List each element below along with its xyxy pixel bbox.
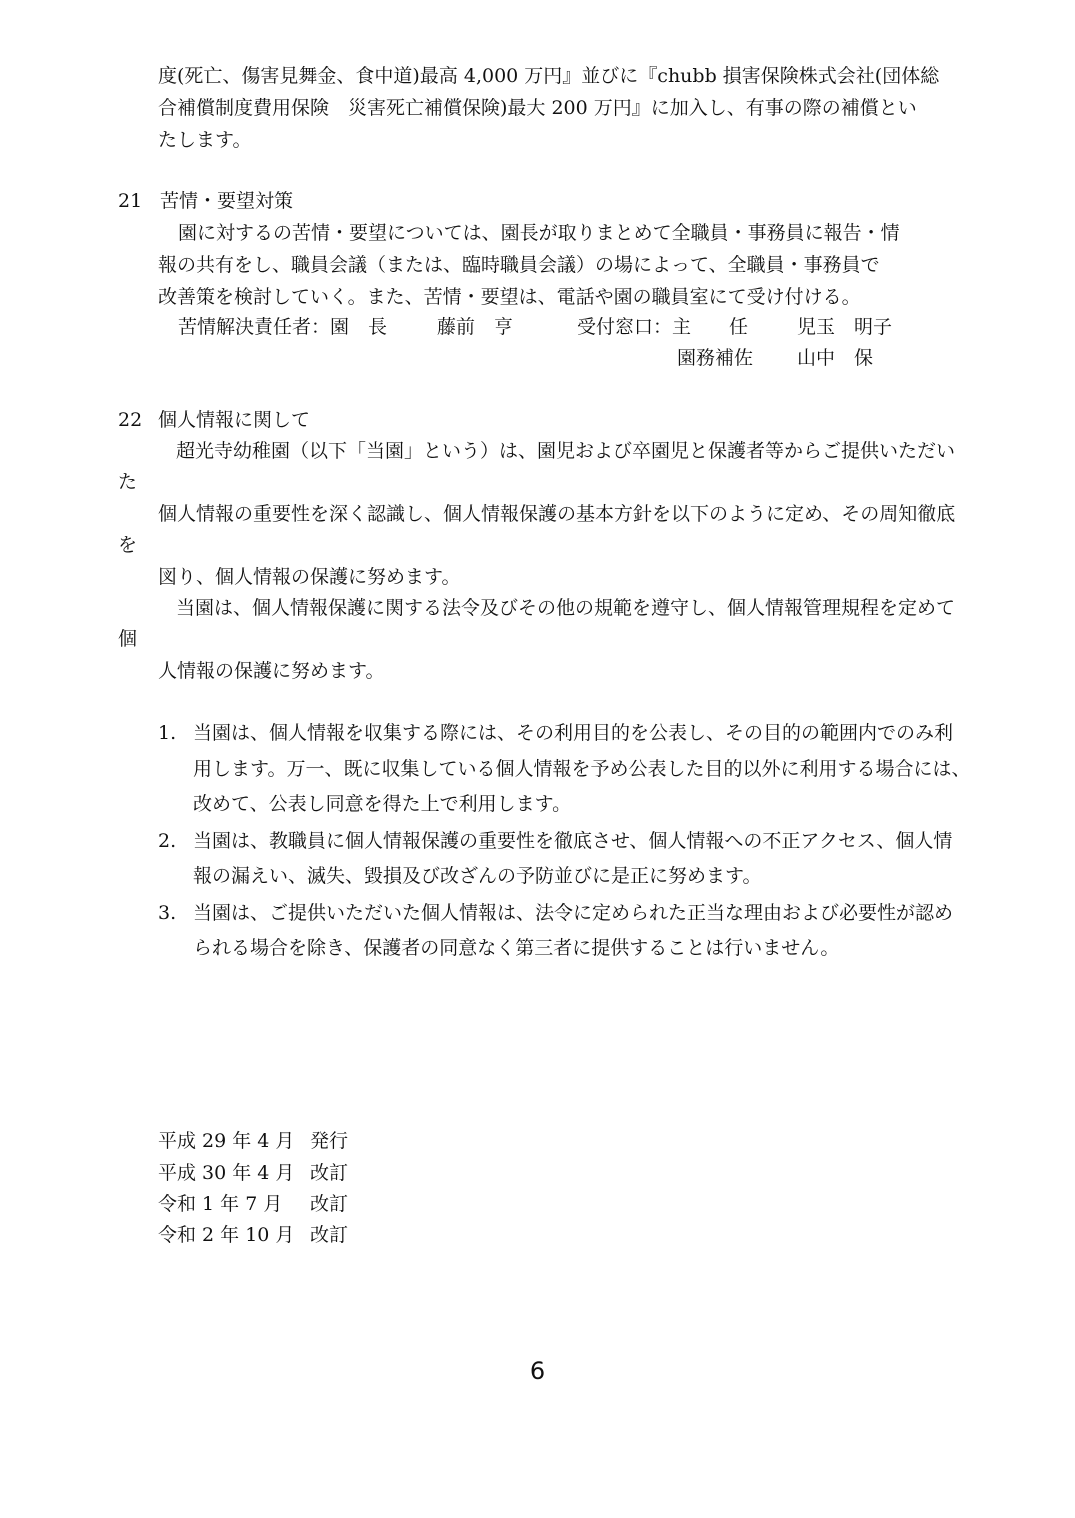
resolver-label: 苦情解決責任者：園 長 bbox=[178, 316, 388, 338]
history-date-3: 令和 1 年 7 月 bbox=[158, 1193, 283, 1215]
section-21-title: 苦情・要望対策 bbox=[160, 190, 294, 212]
section-22-p1-line-3: 個人情報の重要性を深く認識し、個人情報保護の基本方針を以下のように定め、その周知徹底 bbox=[158, 503, 956, 525]
list-item-1-number: 1. bbox=[158, 722, 177, 744]
list-item-3-line-2: られる場合を除き、保護者の同意なく第三者に提供することは行いません。 bbox=[193, 937, 840, 959]
history-action-3: 改訂 bbox=[310, 1193, 349, 1215]
section-21-body-line-3: 改善策を検討していく。また、苦情・要望は、電話や園の職員室にて受け付ける。 bbox=[158, 286, 861, 308]
section-22-p1-line-4: を bbox=[118, 534, 138, 556]
insurance-line-3: たします。 bbox=[158, 129, 252, 151]
history-date-2: 平成 30 年 4 月 bbox=[158, 1162, 295, 1184]
list-item-3-line-1: 当園は、ご提供いただいた個人情報は、法令に定められた正当な理由および必要性が認め bbox=[193, 902, 954, 924]
list-item-2-line-1: 当園は、教職員に個人情報保護の重要性を徹底させ、個人情報への不正アクセス、個人情 bbox=[193, 830, 953, 852]
section-22-p2-line-1: 当園は、個人情報保護に関する法令及びその他の規範を遵守し、個人情報管理規程を定めて bbox=[176, 597, 956, 619]
window-label: 受付窓口：主 任 bbox=[577, 316, 749, 338]
history-date-4: 令和 2 年 10 月 bbox=[158, 1224, 295, 1246]
section-21-body-line-2: 報の共有をし、職員会議（または、臨時職員会議）の場によって、全職員・事務員で bbox=[158, 254, 880, 276]
history-action-4: 改訂 bbox=[310, 1224, 349, 1246]
section-22-p2-line-2: 個 bbox=[118, 628, 138, 650]
section-21-body-line-1: 園に対するの苦情・要望については、園長が取りまとめて全職員・事務員に報告・情 bbox=[178, 222, 900, 244]
window-name: 児玉 明子 bbox=[797, 316, 893, 338]
history-action-2: 改訂 bbox=[310, 1162, 349, 1184]
list-item-1-line-3: 改めて、公表し同意を得た上で利用します。 bbox=[193, 793, 572, 815]
list-item-2-line-2: 報の漏えい、滅失、毀損及び改ざんの予防並びに是正に努めます。 bbox=[193, 865, 762, 887]
section-22-p1-line-2: た bbox=[118, 471, 138, 493]
insurance-line-1: 度(死亡、傷害見舞金、食中道)最高 4,000 万円』並びに『chubb 損害保険株式会社(団体総 bbox=[158, 65, 940, 87]
insurance-line-2: 合補償制度費用保険 災害死亡補償保険)最大 200 万円』に加入し、有事の際の補償とい bbox=[158, 97, 917, 119]
history-action-1: 発行 bbox=[310, 1130, 349, 1152]
resolver-name: 藤前 亨 bbox=[437, 316, 514, 338]
assistant-name: 山中 保 bbox=[797, 347, 874, 369]
section-22-p2-line-3: 人情報の保護に努めます。 bbox=[158, 660, 385, 682]
page-number: 6 bbox=[529, 1357, 546, 1385]
assistant-label: 園務補佐 bbox=[677, 347, 754, 369]
history-date-1: 平成 29 年 4 月 bbox=[158, 1130, 295, 1152]
list-item-3-number: 3. bbox=[158, 902, 177, 924]
section-22-p1-line-5: 図り、個人情報の保護に努めます。 bbox=[158, 566, 461, 588]
section-22-p1-line-1: 超光寺幼稚園（以下「当園」という）は、園児および卒園児と保護者等からご提供いただい bbox=[176, 440, 956, 462]
section-21-number: 21 bbox=[118, 190, 143, 212]
section-22-number: 22 bbox=[118, 409, 143, 431]
list-item-1-line-2: 用します。万一、既に収集している個人情報を予め公表した目的以外に利用する場合には、 bbox=[193, 758, 971, 780]
list-item-1-line-1: 当園は、個人情報を収集する際には、その利用目的を公表し、その目的の範囲内でのみ利 bbox=[193, 722, 954, 744]
section-22-title: 個人情報に関して bbox=[158, 409, 311, 431]
list-item-2-number: 2. bbox=[158, 830, 177, 852]
